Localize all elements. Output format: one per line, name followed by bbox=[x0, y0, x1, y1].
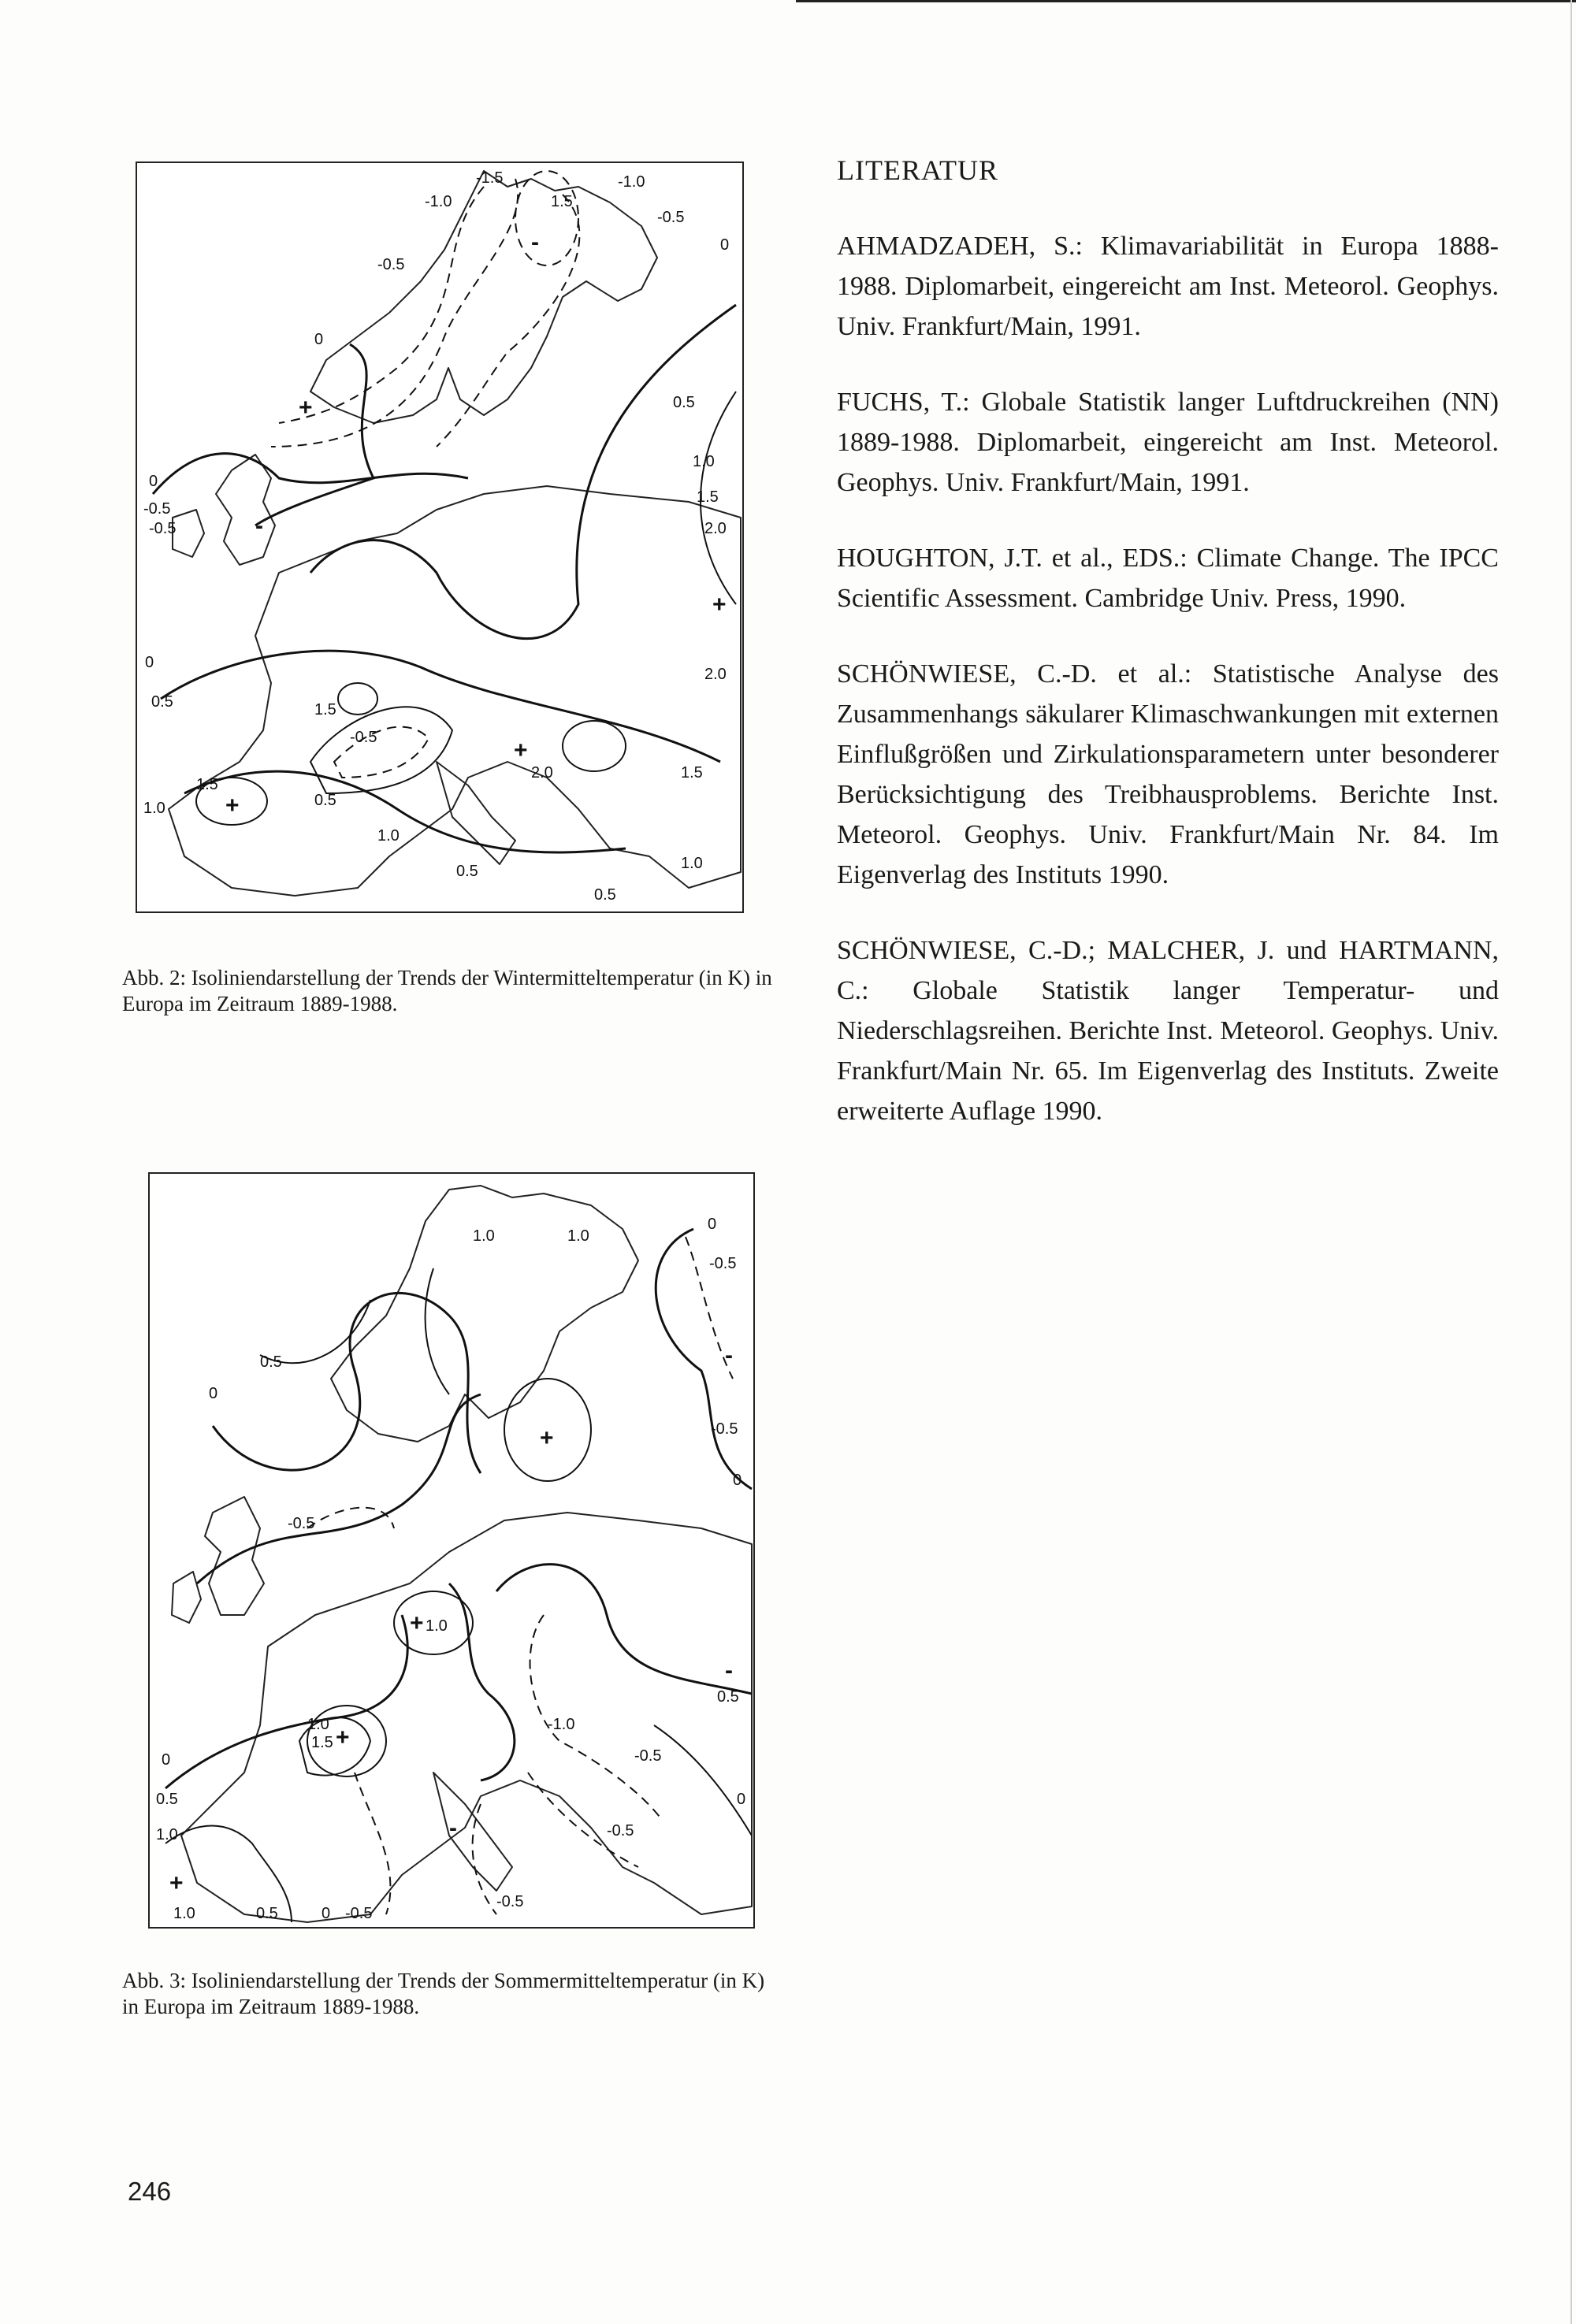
isoline-dashed-closed bbox=[334, 727, 429, 778]
figure-3-caption: Abb. 3: Isoliniendarstellung der Trends der Sommermitteltemperatur (in K) in Europa im Zeitraum 1889-1988. bbox=[122, 1969, 765, 2018]
isoline-label: 0.5 bbox=[156, 1791, 178, 1808]
isoline-label: -0.5 bbox=[711, 1420, 738, 1438]
isoline-label: 0 bbox=[720, 236, 730, 254]
isoline-label: 0 bbox=[322, 1905, 331, 1922]
isoline-dashed bbox=[355, 1773, 390, 1914]
trend-sign: - bbox=[255, 513, 263, 539]
coastline-ireland bbox=[172, 1572, 201, 1623]
isoline-label: 0.5 bbox=[314, 792, 336, 809]
isoline-label: 0 bbox=[149, 473, 158, 490]
isoline-label: 0 bbox=[209, 1385, 218, 1402]
isoline bbox=[184, 771, 626, 852]
isoline bbox=[255, 344, 374, 525]
trend-sign: - bbox=[449, 1815, 457, 1841]
isoline-closed bbox=[563, 721, 626, 771]
isoline-label: 1.0 bbox=[307, 1716, 329, 1733]
literature-heading: LITERATUR bbox=[837, 154, 998, 186]
isoline-label: -0.5 bbox=[345, 1905, 373, 1922]
isoline-label: -0.5 bbox=[496, 1893, 524, 1910]
trend-sign: + bbox=[712, 592, 727, 618]
isoline-label: 0 bbox=[145, 654, 154, 671]
isoline-label: -0.5 bbox=[377, 256, 405, 273]
trend-sign: + bbox=[514, 737, 528, 763]
reference-schoenwiese-1990b: SCHÖNWIESE, C.-D.; MALCHER, J. und HARTMANN, C.: Globale Statistik langer Temperatur- und Niederschlagsreihen. Berichte Inst. Meteorol. Geophys. Univ. Frankfurt/Main Nr. 65. Im Eigenverlag des Instituts. Zweite erweiterte Auflage 1990. bbox=[837, 936, 1500, 1126]
isoline bbox=[153, 454, 468, 494]
coastline-mainland bbox=[181, 1513, 752, 1922]
figure-3-summer-map bbox=[148, 1172, 755, 1929]
isoline-label: 0.5 bbox=[594, 886, 616, 904]
isoline-label: 0.5 bbox=[456, 863, 478, 880]
isoline-label: 1.5 bbox=[311, 1734, 333, 1751]
figure-2-caption: Abb. 2: Isoliniendarstellung der Trends der Wintermitteltemperatur (in K) in Europa im Zeitraum 1889-1988. bbox=[122, 966, 772, 1015]
isoline-label: 1.0 bbox=[156, 1826, 178, 1843]
isoline-closed bbox=[310, 707, 452, 793]
isoline bbox=[310, 305, 736, 639]
coastline-italy bbox=[433, 1773, 512, 1891]
trend-sign: + bbox=[225, 793, 240, 819]
isoline-label: -1.0 bbox=[425, 193, 452, 210]
page-number: 246 bbox=[128, 2177, 172, 2206]
trend-sign: + bbox=[336, 1724, 350, 1750]
trend-sign: + bbox=[540, 1425, 554, 1451]
coastline-ireland bbox=[173, 510, 204, 557]
isoline-label: 1.0 bbox=[143, 800, 165, 817]
isoline bbox=[496, 1565, 752, 1694]
isoline-label: 1.5 bbox=[196, 776, 218, 793]
isoline-label: -0.5 bbox=[709, 1255, 737, 1272]
isoline-label: -0.5 bbox=[149, 520, 177, 537]
isoline-dashed bbox=[307, 1508, 394, 1528]
isoline-label: 1.0 bbox=[567, 1227, 589, 1245]
isoline-label: 0.5 bbox=[717, 1688, 739, 1706]
isoline-label: -1.0 bbox=[618, 173, 645, 191]
isoline-label: -0.5 bbox=[288, 1515, 315, 1532]
isoline bbox=[654, 1725, 752, 1836]
isoline-label: 1.0 bbox=[173, 1905, 195, 1922]
coastline-scandinavia bbox=[331, 1186, 638, 1442]
figure-2-winter-map bbox=[136, 161, 744, 913]
top-rule bbox=[796, 0, 1576, 2]
trend-sign: + bbox=[410, 1610, 424, 1636]
trend-sign: + bbox=[169, 1870, 184, 1896]
isoline-dashed-closed bbox=[515, 171, 578, 265]
isoline-label: 0 bbox=[314, 331, 324, 348]
isoline-label: 1.5 bbox=[697, 488, 719, 506]
isoline-label: -0.5 bbox=[634, 1747, 662, 1765]
isoline-dashed bbox=[473, 1804, 496, 1914]
coastline-british-isles bbox=[216, 455, 275, 565]
figure-2-signs bbox=[225, 229, 730, 819]
isoline-label: 0.5 bbox=[256, 1905, 278, 1922]
isoline-label: -1.5 bbox=[476, 169, 504, 187]
isoline bbox=[449, 1583, 515, 1780]
isoline bbox=[161, 651, 720, 762]
isoline-label: 0 bbox=[737, 1791, 746, 1808]
isoline-label: 1.0 bbox=[377, 827, 400, 845]
reference-schoenwiese-1990a: SCHÖNWIESE, C.-D. et al.: Statistische Analyse des Zusammenhangs säkularer Klimaschwankungen mit externen Einflußgrößen und Zirkulationsparametern unter besonderer Berücksichtigung des Treibhausproblems. Berichte Inst. Meteorol. Geophys. Univ. Frankfurt/Main Nr. 84. Im Eigenverlag des Instituts 1990. bbox=[837, 659, 1499, 889]
reference-fuchs: FUCHS, T.: Globale Statistik langer Luftdruckreihen (NN) 1889-1988. Diplomarbeit, eingereicht am Inst. Meteorol. Geophys. Univ. Frankfurt/Main, 1991. bbox=[837, 388, 1499, 497]
isoline-label: 1.5 bbox=[681, 764, 703, 781]
reference-ahmadzadeh: AHMADZADEH, S.: Klimavariabilität in Europa 1888-1988. Diplomarbeit, eingereicht am Inst. Meteorol. Geophys. Univ. Frankfurt/Main, 1991. bbox=[837, 232, 1499, 341]
isoline-label: 0.5 bbox=[151, 693, 173, 711]
isoline-label: 1.5 bbox=[314, 701, 336, 718]
coastline-mainland bbox=[169, 486, 741, 896]
figure-2-svg bbox=[137, 163, 742, 911]
isoline-dashed bbox=[279, 187, 484, 423]
isoline-label: -0.5 bbox=[657, 209, 685, 226]
isoline-label: 1.5 bbox=[551, 193, 573, 210]
isoline-label: 0.5 bbox=[260, 1353, 282, 1371]
isoline bbox=[656, 1229, 752, 1489]
isoline-label: 0 bbox=[733, 1472, 742, 1489]
trend-sign: - bbox=[531, 229, 539, 255]
trend-sign: + bbox=[299, 395, 313, 421]
isoline bbox=[213, 1293, 481, 1473]
isoline-label: 0 bbox=[708, 1216, 717, 1233]
isoline-label: 2.0 bbox=[704, 520, 727, 537]
isoline-label: 0 bbox=[162, 1751, 171, 1769]
isoline-label: 2.0 bbox=[704, 666, 727, 683]
isoline-label: 2.0 bbox=[531, 764, 553, 781]
isoline bbox=[165, 1615, 407, 1788]
isoline-label: 1.0 bbox=[426, 1617, 448, 1635]
reference-houghton: HOUGHTON, J.T. et al., EDS.: Climate Change. The IPCC Scientific Assessment. Cambridge Univ. Press, 1990. bbox=[837, 544, 1499, 613]
isoline bbox=[426, 1268, 449, 1394]
trend-sign: - bbox=[725, 1658, 733, 1684]
figure-3-svg bbox=[150, 1174, 753, 1927]
isoline-label: -0.5 bbox=[143, 500, 171, 518]
isoline-label: -0.5 bbox=[607, 1822, 634, 1840]
isoline-label: 1.0 bbox=[693, 453, 715, 470]
page-edge bbox=[1570, 0, 1572, 2324]
isoline bbox=[197, 1394, 481, 1583]
isoline-closed bbox=[338, 683, 377, 715]
isoline-label: -0.5 bbox=[350, 729, 377, 746]
isoline-label: 1.0 bbox=[473, 1227, 495, 1245]
trend-sign: - bbox=[725, 1342, 733, 1368]
isoline-label: 1.0 bbox=[681, 855, 703, 872]
isoline-label: 0.5 bbox=[673, 394, 695, 411]
literature-section bbox=[837, 154, 1499, 1167]
isoline-label: -1.0 bbox=[548, 1716, 575, 1733]
